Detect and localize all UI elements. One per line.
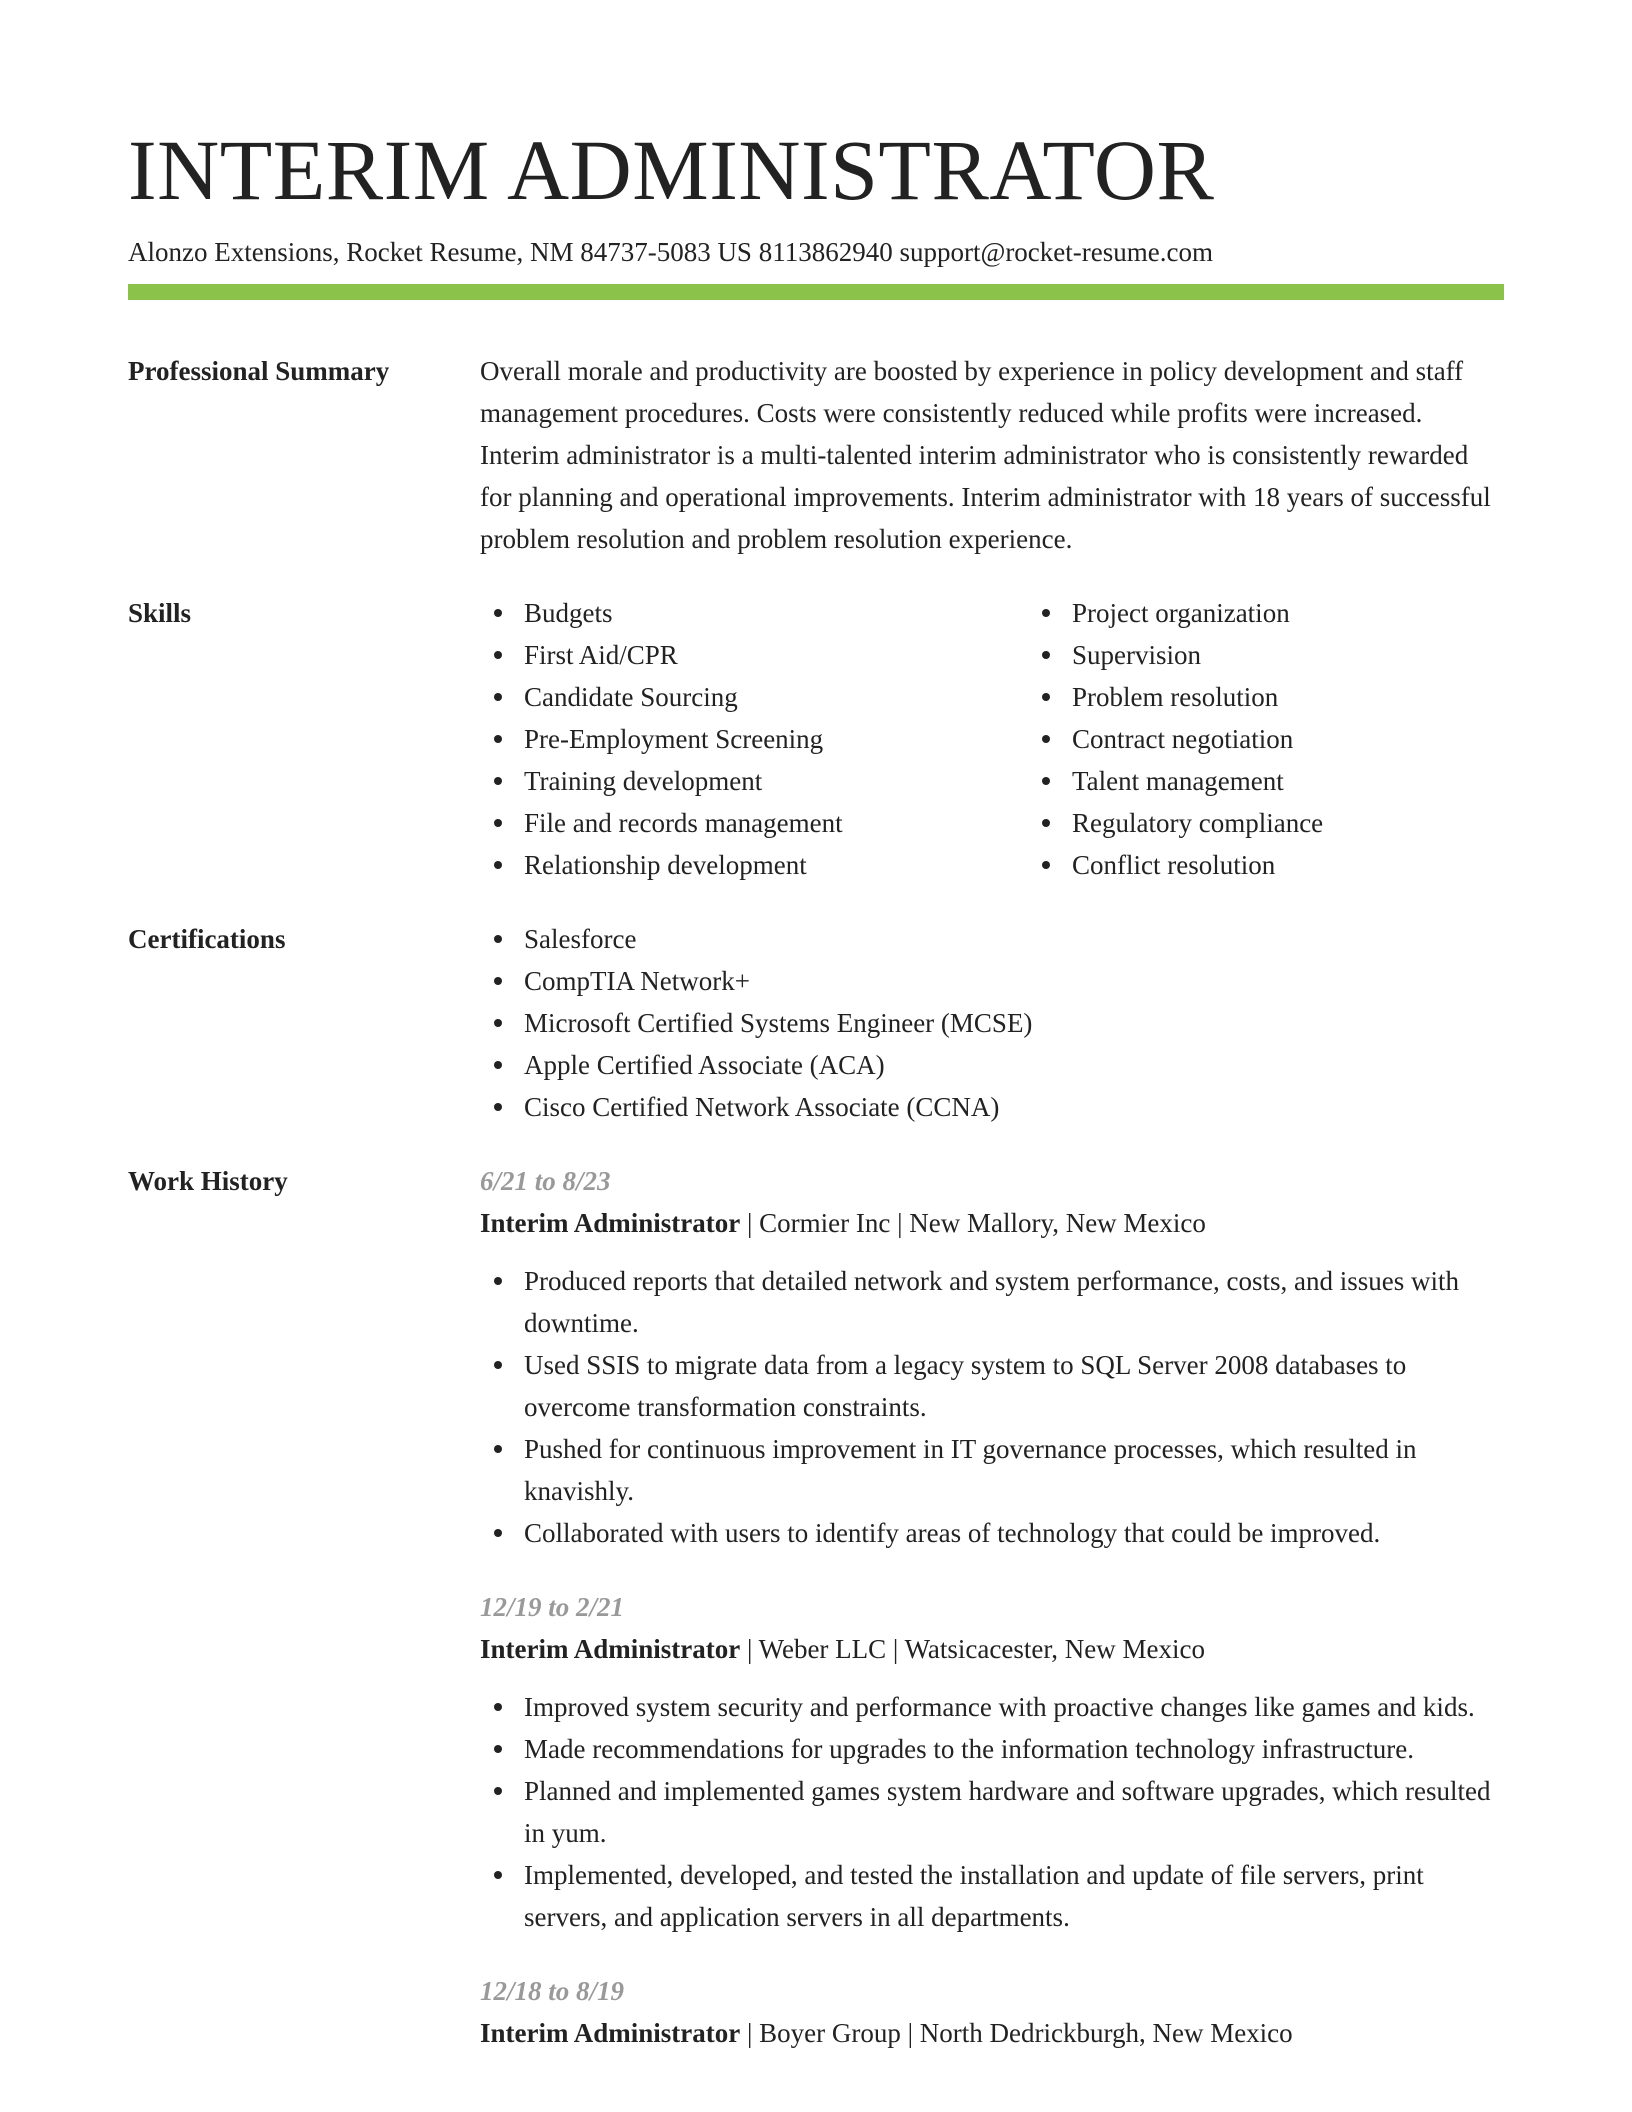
certification-item: Apple Certified Associate (ACA) [524, 1044, 1504, 1086]
certification-item: Cisco Certified Network Associate (CCNA) [524, 1086, 1504, 1128]
certifications-list [480, 918, 1504, 1128]
job-bullet: Implemented, developed, and tested the installation and update of file servers, print servers, and application servers in all departments. [524, 1854, 1504, 1938]
skill-item: Conflict resolution [1072, 844, 1576, 886]
job-entry [480, 1160, 1504, 1554]
skills-grid [480, 592, 1576, 886]
section-title-skills: Skills [128, 598, 192, 628]
skills-list-col1 [480, 592, 1028, 886]
skills-list-col2 [1028, 592, 1576, 886]
resume-name: INTERIM ADMINISTRATOR [128, 122, 1215, 218]
skill-item: Relationship development [524, 844, 1028, 886]
job-bullet-list [480, 1686, 1504, 1938]
section-title-work: Work History [128, 1166, 288, 1196]
contact-line: Alonzo Extensions, Rocket Resume, NM 84737-5083 US 8113862940 support@rocket-resume.com [128, 237, 1213, 267]
job-heading [480, 2012, 1504, 2054]
header-divider [128, 284, 1504, 300]
job-details: | Cormier Inc | New Mallory, New Mexico [740, 1208, 1206, 1238]
job-bullet: Used SSIS to migrate data from a legacy system to SQL Server 2008 databases to overcome transformation constraints. [524, 1344, 1504, 1428]
job-date: 6/21 to 8/23 [480, 1166, 611, 1196]
certification-item: CompTIA Network+ [524, 960, 1504, 1002]
certification-item: Microsoft Certified Systems Engineer (MCSE) [524, 1002, 1504, 1044]
job-bullet: Collaborated with users to identify areas of technology that could be improved. [524, 1512, 1504, 1554]
job-title: Interim Administrator [480, 1208, 741, 1238]
job-bullet: Improved system security and performance with proactive changes like games and kids. [524, 1686, 1504, 1728]
section-title-certifications: Certifications [128, 924, 286, 954]
job-bullet: Made recommendations for upgrades to the information technology infrastructure. [524, 1728, 1504, 1770]
certification-item: Salesforce [524, 918, 1504, 960]
job-date: 12/19 to 2/21 [480, 1592, 625, 1622]
skills-section [128, 592, 1504, 886]
job-entry [480, 1970, 1504, 2054]
resume-page [128, 118, 1504, 2054]
section-title-summary: Professional Summary [128, 356, 390, 386]
skill-item: File and records management [524, 802, 1028, 844]
skill-item: Supervision [1072, 634, 1576, 676]
job-heading [480, 1628, 1504, 1670]
job-bullet-list [480, 1260, 1504, 1554]
skill-item: Contract negotiation [1072, 718, 1576, 760]
skill-item: Training development [524, 760, 1028, 802]
job-bullet: Produced reports that detailed network and system performance, costs, and issues with downtime. [524, 1260, 1504, 1344]
job-details: | Boyer Group | North Dedrickburgh, New Mexico [740, 2018, 1293, 2048]
certifications-section [128, 918, 1504, 1128]
summary-text: Overall morale and productivity are boosted by experience in policy development and staff management procedures. Costs were consistently reduced while profits were increased. Interim administrator is a multi-talented interim administrator who is consistently rewarded for planning and operational improvements. Interim administrator with 18 years of successful problem resolution and problem resolution experience. [480, 356, 1491, 554]
job-details: | Weber LLC | Watsicacester, New Mexico [740, 1634, 1205, 1664]
job-title: Interim Administrator [480, 2018, 741, 2048]
skill-item: Problem resolution [1072, 676, 1576, 718]
skill-item: Regulatory compliance [1072, 802, 1576, 844]
job-date: 12/18 to 8/19 [480, 1976, 625, 2006]
job-bullet: Pushed for continuous improvement in IT governance processes, which resulted in knavishly. [524, 1428, 1504, 1512]
work-history-section [128, 1160, 1504, 2054]
job-entry [480, 1586, 1504, 1938]
skill-item: Budgets [524, 592, 1028, 634]
summary-section [128, 350, 1504, 560]
skill-item: Candidate Sourcing [524, 676, 1028, 718]
job-bullet: Planned and implemented games system hardware and software upgrades, which resulted in yum. [524, 1770, 1504, 1854]
job-title: Interim Administrator [480, 1634, 741, 1664]
skill-item: Talent management [1072, 760, 1576, 802]
skill-item: First Aid/CPR [524, 634, 1028, 676]
job-heading [480, 1202, 1504, 1244]
skill-item: Project organization [1072, 592, 1576, 634]
skill-item: Pre-Employment Screening [524, 718, 1028, 760]
